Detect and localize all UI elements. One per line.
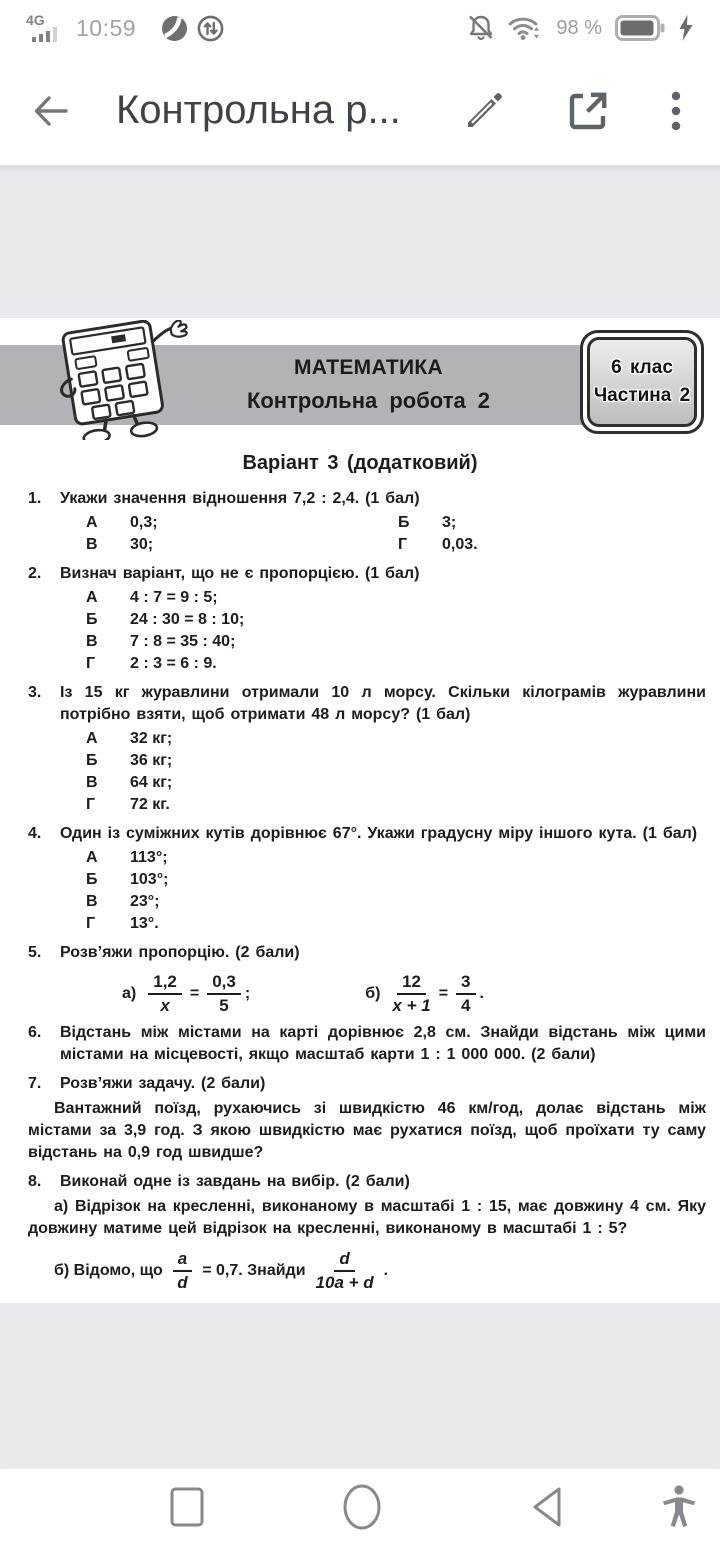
back-triangle-icon[interactable] — [530, 1485, 564, 1529]
question-8b-line — [28, 1249, 706, 1292]
equation-a: а) $\frac{1,2}{x}$ = $\frac{0,3}{5}$ ; — [122, 972, 251, 1015]
back-arrow-icon[interactable] — [28, 89, 72, 133]
questions-list — [0, 475, 720, 1292]
question-text: Відстань між містами на карті дорівнює 2,8 см. Знайди відстань між цими містами на місцевості, якщо масштаб карти 1 : 1 000 000. (2 бали) — [60, 1024, 706, 1064]
question-text: Розв’яжи задачу. (2 бали) — [60, 1075, 266, 1093]
variant-title: Варіант 3 (додатковий) — [242, 452, 478, 474]
question-8b-text: б) Відомо, що — [54, 1261, 163, 1279]
worksheet-title: Контрольна робота 2 — [246, 388, 491, 413]
question-1 — [28, 488, 706, 556]
proportion-equations — [60, 972, 706, 1015]
question-text: Виконай одне із завдань на вибір. (2 бали) — [60, 1173, 410, 1191]
fraction-a-over-d: $\frac{a}{d}$ — [173, 1249, 192, 1292]
fraction-d-over-10a-d: $\frac{d}{10a + d}$ — [315, 1249, 374, 1292]
calculator-mascot-illustration — [22, 320, 212, 445]
grade-label: 6 клас — [611, 357, 673, 379]
battery-percent-label: 98 % — [556, 16, 602, 39]
question-5 — [28, 942, 706, 1015]
question-2 — [28, 563, 706, 675]
recents-square-icon[interactable] — [170, 1486, 204, 1528]
question-text: Укажи значення відношення 7,2 : 2,4. (1 бал) — [60, 490, 420, 507]
home-circle-icon[interactable] — [342, 1484, 382, 1530]
question-8b-text: = 0,7. Знайди — [202, 1261, 306, 1279]
answer-option: Б 24 : 30 = 8 : 10; — [86, 611, 245, 628]
network-type-label: 4G — [26, 12, 45, 28]
answer-option: Г 2 : 3 = 6 : 9. — [86, 655, 217, 672]
question-number: 8. — [28, 1173, 42, 1191]
question-7 — [28, 1073, 706, 1095]
question-text: Визнач варіант, що не є пропорцією. (1 бал) — [60, 565, 420, 582]
answer-option: А 4 : 7 = 9 : 5; — [86, 589, 218, 606]
worksheet-header — [0, 318, 720, 440]
edit-pencil-icon[interactable] — [460, 87, 508, 135]
battery-icon — [615, 15, 665, 41]
app-toolbar — [0, 56, 720, 166]
question-4 — [28, 823, 706, 935]
question-text: Один із суміжних кутів дорівнює 67°. Укажи градусну міру іншого кута. (1 бал) — [60, 825, 698, 842]
question-number: 4. — [28, 825, 42, 842]
wifi-icon — [508, 14, 542, 42]
question-text: Розв’яжи пропорцію. (2 бали) — [60, 944, 300, 961]
answer-option: А 0,3; — [86, 514, 158, 531]
question-8a-paragraph: а) Відрізок на кресленні, виконаному в масштабі 1 : 15, має довжину 4 см. Яку довжину матиме цей відрізок на кресленні, виконаному в масштабі 1 : 5? — [28, 1198, 706, 1238]
document-title: Контрольна р... — [116, 88, 401, 132]
answer-option: В 7 : 8 = 35 : 40; — [86, 633, 236, 650]
question-text: Із 15 кг журавлини отримали 10 л морсу. Скільки кілограмів журавлини потрібно взяти, щоб отримати 48 л морсу? (1 бал) — [60, 684, 706, 723]
app-notification-icon — [161, 15, 188, 42]
answer-option: В 30; — [86, 536, 154, 553]
question-3 — [28, 682, 706, 816]
question-number: 3. — [28, 684, 42, 701]
answer-option: А 113°; — [86, 849, 168, 866]
question-number: 6. — [28, 1024, 42, 1042]
charging-bolt-icon — [678, 14, 694, 42]
grade-badge — [580, 330, 704, 434]
accessibility-icon[interactable] — [660, 1484, 698, 1530]
data-sync-icon — [197, 15, 224, 42]
document-scroll-area[interactable] — [0, 166, 720, 1468]
cellular-signal-icon — [26, 11, 66, 45]
question-8b-text: . — [383, 1261, 389, 1279]
equation-b: б) $\frac{12}{x + 1}$ = $\frac{3}{4}$ . — [365, 972, 484, 1015]
question-number: 5. — [28, 944, 42, 961]
notifications-off-icon — [467, 14, 495, 42]
question-6 — [28, 1022, 706, 1066]
answer-option: Б 103°; — [86, 871, 169, 888]
status-bar — [0, 0, 720, 56]
question-number: 1. — [28, 490, 42, 507]
answer-option: Г 13°. — [86, 915, 159, 932]
subject-title: МАТЕМАТИКА — [294, 356, 443, 379]
answer-option: Г 0,03. — [398, 536, 478, 553]
grade-badge-inner — [587, 337, 697, 427]
question-7-paragraph: Вантажний поїзд, рухаючись зі швидкістю 46 км/год, долає відстань між містами за 3,9 год. З якою швидкістю має рухатися поїзд, щоб проїхати ту саму відстань на 0,9 год швидше? — [28, 1100, 706, 1162]
answer-option: В 23°; — [86, 893, 160, 910]
open-in-new-icon[interactable] — [564, 87, 612, 135]
overflow-menu-icon[interactable] — [660, 87, 692, 135]
question-number: 7. — [28, 1075, 42, 1093]
question-8 — [28, 1171, 706, 1193]
part-label: Частина 2 — [593, 385, 691, 406]
question-number: 2. — [28, 565, 42, 582]
system-navigation-bar — [0, 1468, 720, 1544]
answer-option: Г 72 кг. — [86, 796, 170, 813]
answer-option: Б 36 кг; — [86, 752, 173, 769]
document-page — [0, 318, 720, 1303]
answer-option: А 32 кг; — [86, 730, 173, 747]
answer-option: Б 3; — [398, 514, 457, 531]
clock-time: 10:59 — [76, 14, 137, 41]
answer-option: В 64 кг; — [86, 774, 173, 791]
